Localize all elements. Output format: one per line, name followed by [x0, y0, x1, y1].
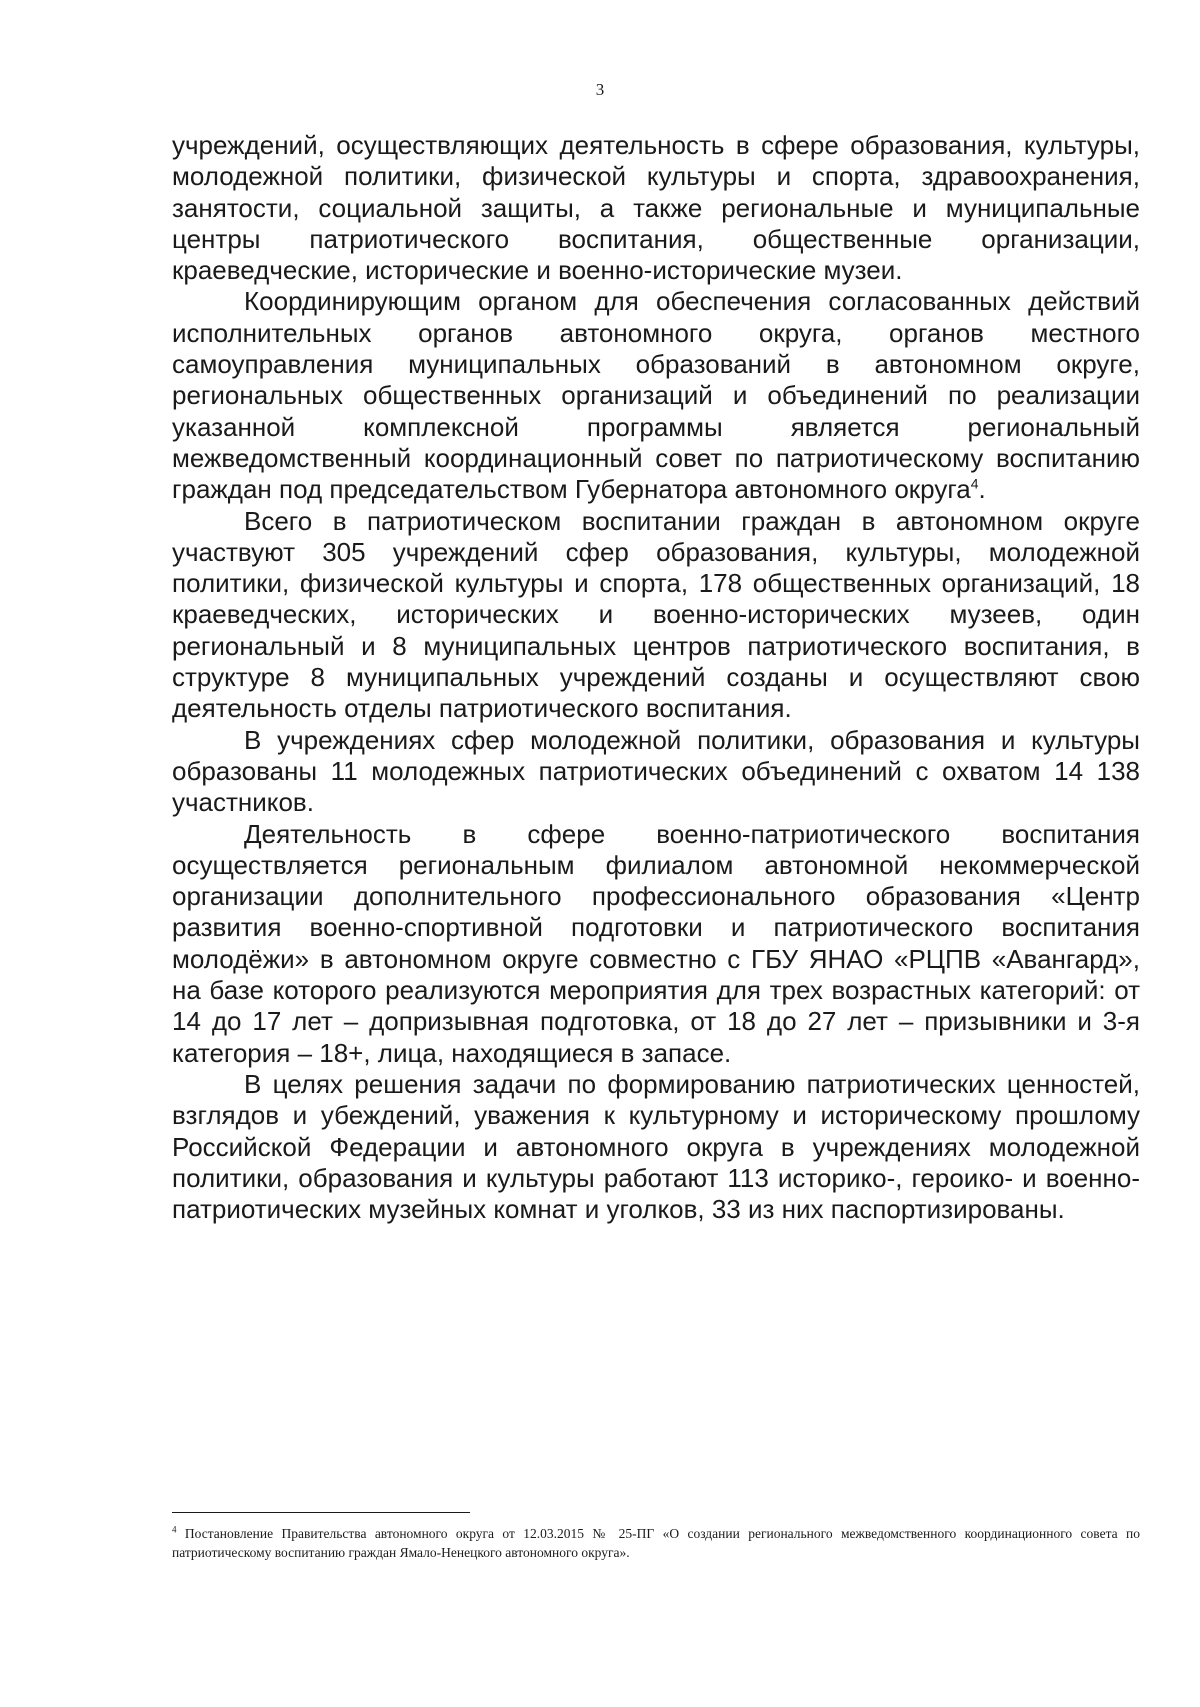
paragraph-2-text: Координирующим органом для обеспечения согласованных действий исполнительных органов автономного округа, органов местного самоуправления муниципальных образований в автономном округе, региональных общественных организаций и объединений по реализации указанной комплексной программы является региональный межведомственный координационный совет по патриотическому воспитанию граждан под председательством Губернатора автономного округа	[172, 286, 1140, 505]
footnote	[172, 1524, 1140, 1562]
paragraph-6: В целях решения задачи по формированию патриотических ценностей, взглядов и убеждений, уважения к культурному и историческому прошлому Российской Федерации и автономного округа в учреждениях молодежной политики, образования и культуры работают 113 историко-, героико- и военно-патриотических музейных комнат и уголков, 33 из них паспортизированы.	[172, 1068, 1140, 1225]
paragraph-2	[172, 286, 1140, 505]
paragraph-4: В учреждениях сфер молодежной политики, образования и культуры образованы 11 молодежных патриотических объединений с охватом 14 138 участников.	[172, 724, 1140, 818]
page-number: 3	[595, 80, 605, 99]
paragraph-2-tail: .	[978, 474, 986, 505]
footnote-marker: 4	[172, 1524, 177, 1535]
footnote-reference[interactable]: 4	[970, 475, 979, 492]
body-text	[172, 130, 1140, 1225]
paragraph-1: учреждений, осуществляющих деятельность в сфере образования, культуры, молодежной политики, физической культуры и спорта, здравоохранения, занятости, социальной защиты, а также региональные и муниципальные центры патриотического воспитания, общественные организации, краеведческие, исторические и военно-исторические музеи.	[172, 130, 1140, 286]
paragraph-3: Всего в патриотическом воспитании граждан в автономном округе участвуют 305 учреждений сфер образования, культуры, молодежной политики, физической культуры и спорта, 178 общественных организаций, 18 краеведческих, исторических и военно-исторических музеев, один региональный и 8 муниципальных центров патриотического воспитания, в структуре 8 муниципальных учреждений созданы и осуществляют свою деятельность отделы патриотического воспитания.	[172, 505, 1140, 724]
footnote-separator	[172, 1512, 470, 1513]
paragraph-5: Деятельность в сфере военно-патриотического воспитания осуществляется региональным филиалом автономной некоммерческой организации дополнительного профессионального образования «Центр развития военно-спортивной подготовки и патриотического воспитания молодёжи» в автономном округе совместно с ГБУ ЯНАО «РЦПВ «Авангард», на базе которого реализуются мероприятия для трех возрастных категорий: от 14 до 17 лет – допризывная подготовка, от 18 до 27 лет – призывники и 3-я категория – 18+, лица, находящиеся в запасе.	[172, 818, 1140, 1068]
footnote-text: Постановление Правительства автономного округа от 12.03.2015 № 25-ПГ «О создании регионального межведомственного координационного совета по патриотическому воспитанию граждан Ямало-Ненецкого автономного округа».	[172, 1526, 1140, 1560]
